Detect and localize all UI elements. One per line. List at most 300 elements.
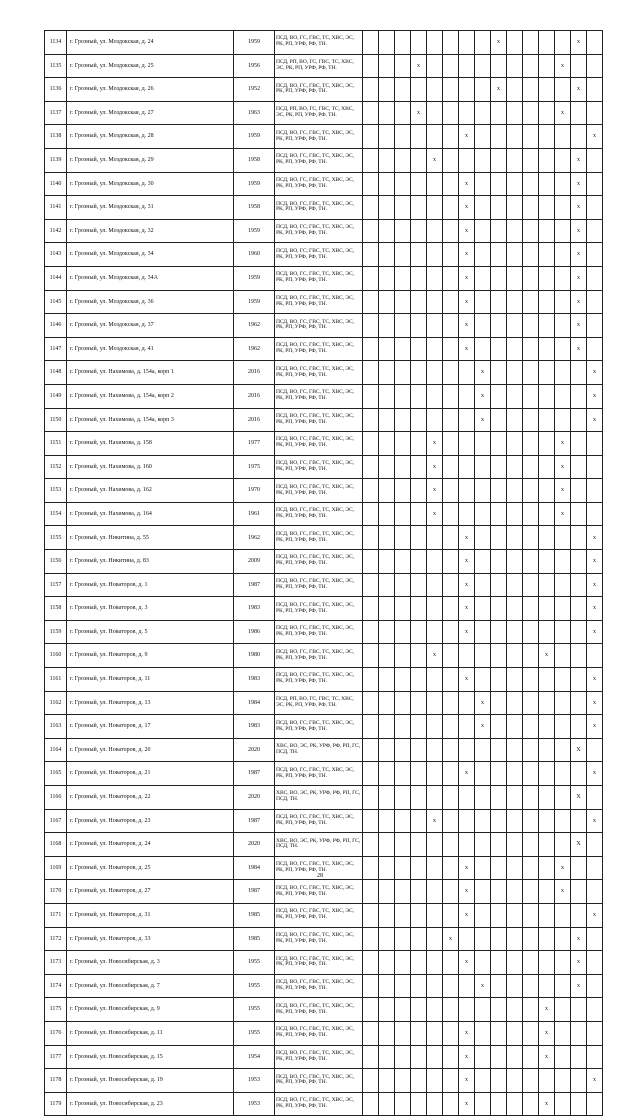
mark-cell — [587, 314, 603, 338]
mark-cell — [363, 502, 379, 526]
mark-cell: x — [475, 408, 491, 432]
mark-cell — [427, 125, 443, 149]
mark-cell — [475, 455, 491, 479]
mark-cell: x — [459, 1092, 475, 1116]
mark-cell — [363, 1021, 379, 1045]
mark-cell — [443, 479, 459, 503]
mark-cell — [443, 998, 459, 1022]
mark-cell — [507, 1069, 523, 1093]
table-row — [45, 432, 603, 456]
mark-cell — [491, 290, 507, 314]
services-cell: ПСД, ВО, ГС, ГВС, ТС, ХВС, ЭС, РК, РП, УРФ, РФ, ТН. — [275, 196, 363, 220]
table-row — [45, 1092, 603, 1116]
mark-cell — [571, 809, 587, 833]
services-cell: ПСД, ВО, ГС, ГВС, ТС, ХВС, ЭС, РК, РП, УРФ, РФ, ТН. — [275, 951, 363, 975]
mark-cell — [571, 715, 587, 739]
mark-cell: x — [491, 78, 507, 102]
mark-cell: x — [555, 880, 571, 904]
services-cell: ПСД, ВО, ГС, ГВС, ТС, ХВС, ЭС, РК, РП, УРФ, РФ, ТН. — [275, 1045, 363, 1069]
mark-cell — [427, 243, 443, 267]
mark-cell — [571, 1092, 587, 1116]
mark-cell — [571, 998, 587, 1022]
mark-cell — [379, 1069, 395, 1093]
mark-cell — [395, 148, 411, 172]
mark-cell — [379, 290, 395, 314]
year-cell: 1983 — [234, 597, 275, 621]
mark-cell — [363, 361, 379, 385]
row-number: 1163 — [45, 715, 67, 739]
mark-cell — [395, 266, 411, 290]
mark-cell — [491, 1021, 507, 1045]
address-cell: г. Грозный, ул. Новосибирская, д. 11 — [67, 1021, 234, 1045]
mark-cell: x — [475, 384, 491, 408]
mark-cell — [379, 715, 395, 739]
mark-cell — [507, 998, 523, 1022]
mark-cell — [363, 786, 379, 810]
mark-cell — [459, 54, 475, 78]
mark-cell — [459, 432, 475, 456]
mark-cell — [539, 125, 555, 149]
row-number: 1140 — [45, 172, 67, 196]
mark-cell — [395, 172, 411, 196]
mark-cell — [555, 337, 571, 361]
mark-cell — [571, 526, 587, 550]
row-number: 1165 — [45, 762, 67, 786]
mark-cell: x — [571, 243, 587, 267]
table-row — [45, 502, 603, 526]
address-cell: г. Грозный, ул. Нахимова, д. 154а, корп 3 — [67, 408, 234, 432]
address-cell: г. Грозный, ул. Новаторов, д. 20 — [67, 738, 234, 762]
mark-cell — [363, 927, 379, 951]
mark-cell — [555, 243, 571, 267]
mark-cell — [523, 715, 539, 739]
address-cell: г. Грозный, ул. Новосибирская, д. 15 — [67, 1045, 234, 1069]
row-number: 1148 — [45, 361, 67, 385]
mark-cell — [555, 668, 571, 692]
mark-cell — [443, 125, 459, 149]
mark-cell — [363, 715, 379, 739]
row-number: 1147 — [45, 337, 67, 361]
mark-cell — [507, 951, 523, 975]
mark-cell — [379, 1092, 395, 1116]
mark-cell: x — [555, 455, 571, 479]
mark-cell — [539, 314, 555, 338]
row-number: 1177 — [45, 1045, 67, 1069]
year-cell: 1954 — [234, 1045, 275, 1069]
mark-cell — [443, 408, 459, 432]
mark-cell — [443, 1021, 459, 1045]
mark-cell — [411, 1021, 427, 1045]
address-cell: г. Грозный, ул. Новаторов, д. 1 — [67, 573, 234, 597]
address-cell: г. Грозный, ул. Нахимова, д. 154а, корп 2 — [67, 384, 234, 408]
mark-cell — [427, 290, 443, 314]
mark-cell — [427, 314, 443, 338]
mark-cell — [507, 408, 523, 432]
mark-cell — [363, 550, 379, 574]
row-number: 1179 — [45, 1092, 67, 1116]
mark-cell — [555, 196, 571, 220]
mark-cell — [587, 243, 603, 267]
mark-cell — [395, 243, 411, 267]
mark-cell — [475, 786, 491, 810]
mark-cell — [555, 314, 571, 338]
mark-cell — [395, 762, 411, 786]
mark-cell — [507, 691, 523, 715]
mark-cell: x — [459, 337, 475, 361]
mark-cell — [363, 314, 379, 338]
mark-cell — [427, 951, 443, 975]
mark-cell — [379, 455, 395, 479]
mark-cell — [491, 974, 507, 998]
mark-cell — [411, 974, 427, 998]
row-number: 1143 — [45, 243, 67, 267]
table-row — [45, 620, 603, 644]
table-row — [45, 786, 603, 810]
table-row — [45, 125, 603, 149]
address-cell: г. Грозный, ул. Новосибирская, д. 7 — [67, 974, 234, 998]
mark-cell: x — [427, 502, 443, 526]
mark-cell — [427, 833, 443, 857]
mark-cell — [523, 101, 539, 125]
mark-cell — [555, 833, 571, 857]
address-cell: г. Грозный, ул. Моздокская, д. 34 — [67, 243, 234, 267]
mark-cell: x — [459, 856, 475, 880]
mark-cell: x — [427, 148, 443, 172]
mark-cell — [363, 54, 379, 78]
mark-cell — [475, 196, 491, 220]
year-cell: 1959 — [234, 172, 275, 196]
row-number: 1159 — [45, 620, 67, 644]
mark-cell — [555, 31, 571, 55]
mark-cell — [571, 1069, 587, 1093]
mark-cell — [587, 432, 603, 456]
mark-cell — [523, 337, 539, 361]
mark-cell — [475, 1021, 491, 1045]
year-cell: 2016 — [234, 361, 275, 385]
year-cell: 1956 — [234, 54, 275, 78]
mark-cell — [443, 880, 459, 904]
mark-cell — [523, 597, 539, 621]
services-cell: ПСД, ВО, ГС, ГВС, ТС, ХВС, ЭС, РК, РП, УРФ, РФ, ТН. — [275, 620, 363, 644]
mark-cell — [411, 998, 427, 1022]
mark-cell — [395, 880, 411, 904]
mark-cell — [427, 78, 443, 102]
table-row — [45, 809, 603, 833]
mark-cell — [539, 974, 555, 998]
mark-cell — [539, 196, 555, 220]
mark-cell — [587, 502, 603, 526]
mark-cell — [459, 101, 475, 125]
year-cell: 2009 — [234, 550, 275, 574]
address-cell: г. Грозный, ул. Новосибирская, д. 9 — [67, 998, 234, 1022]
mark-cell — [587, 738, 603, 762]
mark-cell — [459, 502, 475, 526]
mark-cell — [587, 172, 603, 196]
mark-cell — [443, 644, 459, 668]
year-cell: 1953 — [234, 1069, 275, 1093]
mark-cell — [411, 31, 427, 55]
mark-cell: x — [459, 1069, 475, 1093]
table-row — [45, 243, 603, 267]
services-cell: ХВС, ВО, ЭС, РК, УРФ, РФ, РП, ГС, ПСД, ТН. — [275, 738, 363, 762]
mark-cell — [411, 927, 427, 951]
table-row — [45, 78, 603, 102]
mark-cell — [523, 361, 539, 385]
year-cell: 1958 — [234, 148, 275, 172]
mark-cell — [363, 243, 379, 267]
mark-cell — [427, 384, 443, 408]
mark-cell — [507, 196, 523, 220]
mark-cell — [411, 903, 427, 927]
address-cell: г. Грозный, ул. Новаторов, д. 5 — [67, 620, 234, 644]
mark-cell — [379, 78, 395, 102]
mark-cell — [363, 148, 379, 172]
mark-cell — [395, 526, 411, 550]
mark-cell — [507, 125, 523, 149]
mark-cell — [539, 833, 555, 857]
mark-cell — [427, 266, 443, 290]
mark-cell — [443, 101, 459, 125]
mark-cell — [411, 550, 427, 574]
mark-cell — [475, 550, 491, 574]
mark-cell — [443, 550, 459, 574]
mark-cell — [491, 715, 507, 739]
mark-cell — [475, 833, 491, 857]
mark-cell — [443, 833, 459, 857]
mark-cell — [475, 927, 491, 951]
mark-cell — [427, 620, 443, 644]
mark-cell — [587, 479, 603, 503]
year-cell: 1962 — [234, 337, 275, 361]
mark-cell — [379, 691, 395, 715]
table-row — [45, 1045, 603, 1069]
address-cell: г. Грозный, ул. Моздокская, д. 32 — [67, 219, 234, 243]
mark-cell — [411, 951, 427, 975]
mark-cell — [539, 951, 555, 975]
mark-cell: x — [555, 502, 571, 526]
table-row — [45, 337, 603, 361]
mark-cell — [523, 738, 539, 762]
mark-cell — [523, 502, 539, 526]
year-cell: 2016 — [234, 408, 275, 432]
mark-cell — [587, 1021, 603, 1045]
table-row — [45, 408, 603, 432]
mark-cell — [363, 809, 379, 833]
mark-cell — [507, 54, 523, 78]
year-cell: 1955 — [234, 951, 275, 975]
mark-cell — [363, 738, 379, 762]
row-number: 1166 — [45, 786, 67, 810]
mark-cell — [363, 1092, 379, 1116]
mark-cell — [555, 1092, 571, 1116]
address-cell: г. Грозный, ул. Моздокская, д. 28 — [67, 125, 234, 149]
row-number: 1176 — [45, 1021, 67, 1045]
mark-cell — [443, 384, 459, 408]
mark-cell — [475, 998, 491, 1022]
table-row — [45, 314, 603, 338]
mark-cell — [571, 762, 587, 786]
mark-cell: x — [587, 620, 603, 644]
address-cell: г. Грозный, ул. Новосибирская, д. 19 — [67, 1069, 234, 1093]
mark-cell — [475, 31, 491, 55]
address-cell: г. Грозный, ул. Моздокская, д. 29 — [67, 148, 234, 172]
mark-cell — [491, 573, 507, 597]
mark-cell — [507, 101, 523, 125]
mark-cell — [539, 809, 555, 833]
mark-cell: x — [443, 927, 459, 951]
services-cell: ПСД, ВО, ГС, ГВС, ТС, ХВС, ЭС, РК, РП, УРФ, РФ, ТН. — [275, 644, 363, 668]
row-number: 1141 — [45, 196, 67, 220]
year-cell: 1959 — [234, 290, 275, 314]
mark-cell — [443, 78, 459, 102]
mark-cell — [379, 148, 395, 172]
mark-cell — [427, 1092, 443, 1116]
mark-cell — [507, 974, 523, 998]
mark-cell — [411, 1069, 427, 1093]
mark-cell — [475, 1045, 491, 1069]
mark-cell: x — [427, 455, 443, 479]
mark-cell — [507, 880, 523, 904]
mark-cell — [491, 196, 507, 220]
mark-cell — [491, 243, 507, 267]
year-cell: 1955 — [234, 1021, 275, 1045]
mark-cell — [555, 951, 571, 975]
mark-cell — [523, 172, 539, 196]
mark-cell — [379, 951, 395, 975]
mark-cell — [411, 219, 427, 243]
mark-cell — [475, 101, 491, 125]
table-row — [45, 833, 603, 857]
services-cell: ПСД, ВО, ГС, ГВС, ТС, ХВС, ЭС, РК, РП, УРФ, РФ, ТН. — [275, 502, 363, 526]
mark-cell — [507, 597, 523, 621]
mark-cell — [507, 290, 523, 314]
mark-cell: x — [587, 903, 603, 927]
mark-cell: x — [475, 974, 491, 998]
year-cell: 1961 — [234, 502, 275, 526]
mark-cell — [475, 1092, 491, 1116]
mark-cell — [491, 479, 507, 503]
mark-cell: x — [571, 290, 587, 314]
mark-cell: x — [539, 998, 555, 1022]
mark-cell — [395, 31, 411, 55]
mark-cell — [539, 101, 555, 125]
mark-cell — [523, 125, 539, 149]
table-row — [45, 479, 603, 503]
mark-cell — [459, 786, 475, 810]
mark-cell — [555, 526, 571, 550]
mark-cell — [459, 738, 475, 762]
mark-cell — [443, 668, 459, 692]
mark-cell: x — [571, 219, 587, 243]
mark-cell — [411, 715, 427, 739]
mark-cell — [443, 31, 459, 55]
mark-cell — [427, 408, 443, 432]
mark-cell — [555, 738, 571, 762]
mark-cell — [427, 998, 443, 1022]
mark-cell — [491, 1092, 507, 1116]
address-cell: г. Грозный, ул. Нахимова, д. 164 — [67, 502, 234, 526]
mark-cell — [475, 479, 491, 503]
mark-cell — [539, 361, 555, 385]
mark-cell — [459, 644, 475, 668]
table-row — [45, 951, 603, 975]
row-number: 1171 — [45, 903, 67, 927]
mark-cell — [539, 78, 555, 102]
mark-cell — [475, 314, 491, 338]
mark-cell — [555, 172, 571, 196]
mark-cell — [491, 597, 507, 621]
mark-cell — [491, 526, 507, 550]
mark-cell: x — [587, 408, 603, 432]
mark-cell — [395, 715, 411, 739]
mark-cell — [395, 786, 411, 810]
year-cell: 1983 — [234, 715, 275, 739]
year-cell: 1980 — [234, 644, 275, 668]
mark-cell — [363, 620, 379, 644]
mark-cell — [379, 54, 395, 78]
year-cell: 1984 — [234, 856, 275, 880]
mark-cell — [491, 54, 507, 78]
mark-cell — [539, 219, 555, 243]
mark-cell — [459, 31, 475, 55]
mark-cell — [395, 54, 411, 78]
services-cell: ПСД, ВО, ГС, ГВС, ТС, ХВС, ЭС, РК, РП, УРФ, РФ, ТН. — [275, 809, 363, 833]
mark-cell — [507, 337, 523, 361]
mark-cell — [539, 172, 555, 196]
mark-cell — [539, 479, 555, 503]
address-cell: г. Грозный, ул. Моздокская, д. 37 — [67, 314, 234, 338]
row-number: 1161 — [45, 668, 67, 692]
mark-cell — [411, 455, 427, 479]
services-cell: ПСД, РП, ВО, ГС, ГВС, ТС, ХВС, ЭС, РК, РП, УРФ, РФ, ТН. — [275, 54, 363, 78]
year-cell: 1987 — [234, 880, 275, 904]
address-cell: г. Грозный, ул. Моздокская, д. 36 — [67, 290, 234, 314]
mark-cell — [411, 479, 427, 503]
row-number: 1167 — [45, 809, 67, 833]
mark-cell — [555, 974, 571, 998]
mark-cell — [587, 1045, 603, 1069]
mark-cell — [555, 1021, 571, 1045]
mark-cell — [459, 833, 475, 857]
row-number: 1139 — [45, 148, 67, 172]
mark-cell — [411, 1045, 427, 1069]
row-number: 1137 — [45, 101, 67, 125]
mark-cell — [443, 1069, 459, 1093]
services-cell: ПСД, РП, ВО, ГС, ГВС, ТС, ХВС, ЭС, РК, РП, УРФ, РФ, ТН. — [275, 691, 363, 715]
mark-cell — [523, 78, 539, 102]
mark-cell: x — [459, 880, 475, 904]
mark-cell — [443, 361, 459, 385]
mark-cell — [491, 337, 507, 361]
mark-cell — [443, 196, 459, 220]
year-cell: 1987 — [234, 762, 275, 786]
year-cell: 1952 — [234, 78, 275, 102]
mark-cell — [443, 337, 459, 361]
mark-cell: x — [459, 196, 475, 220]
mark-cell — [555, 266, 571, 290]
mark-cell — [491, 408, 507, 432]
services-cell: ПСД, ВО, ГС, ГВС, ТС, ХВС, ЭС, РК, РП, УРФ, РФ, ТН. — [275, 903, 363, 927]
mark-cell — [379, 927, 395, 951]
mark-cell — [507, 502, 523, 526]
mark-cell — [475, 597, 491, 621]
mark-cell — [571, 1045, 587, 1069]
year-cell: 1983 — [234, 668, 275, 692]
mark-cell — [539, 668, 555, 692]
mark-cell — [587, 78, 603, 102]
mark-cell — [475, 432, 491, 456]
mark-cell — [411, 738, 427, 762]
